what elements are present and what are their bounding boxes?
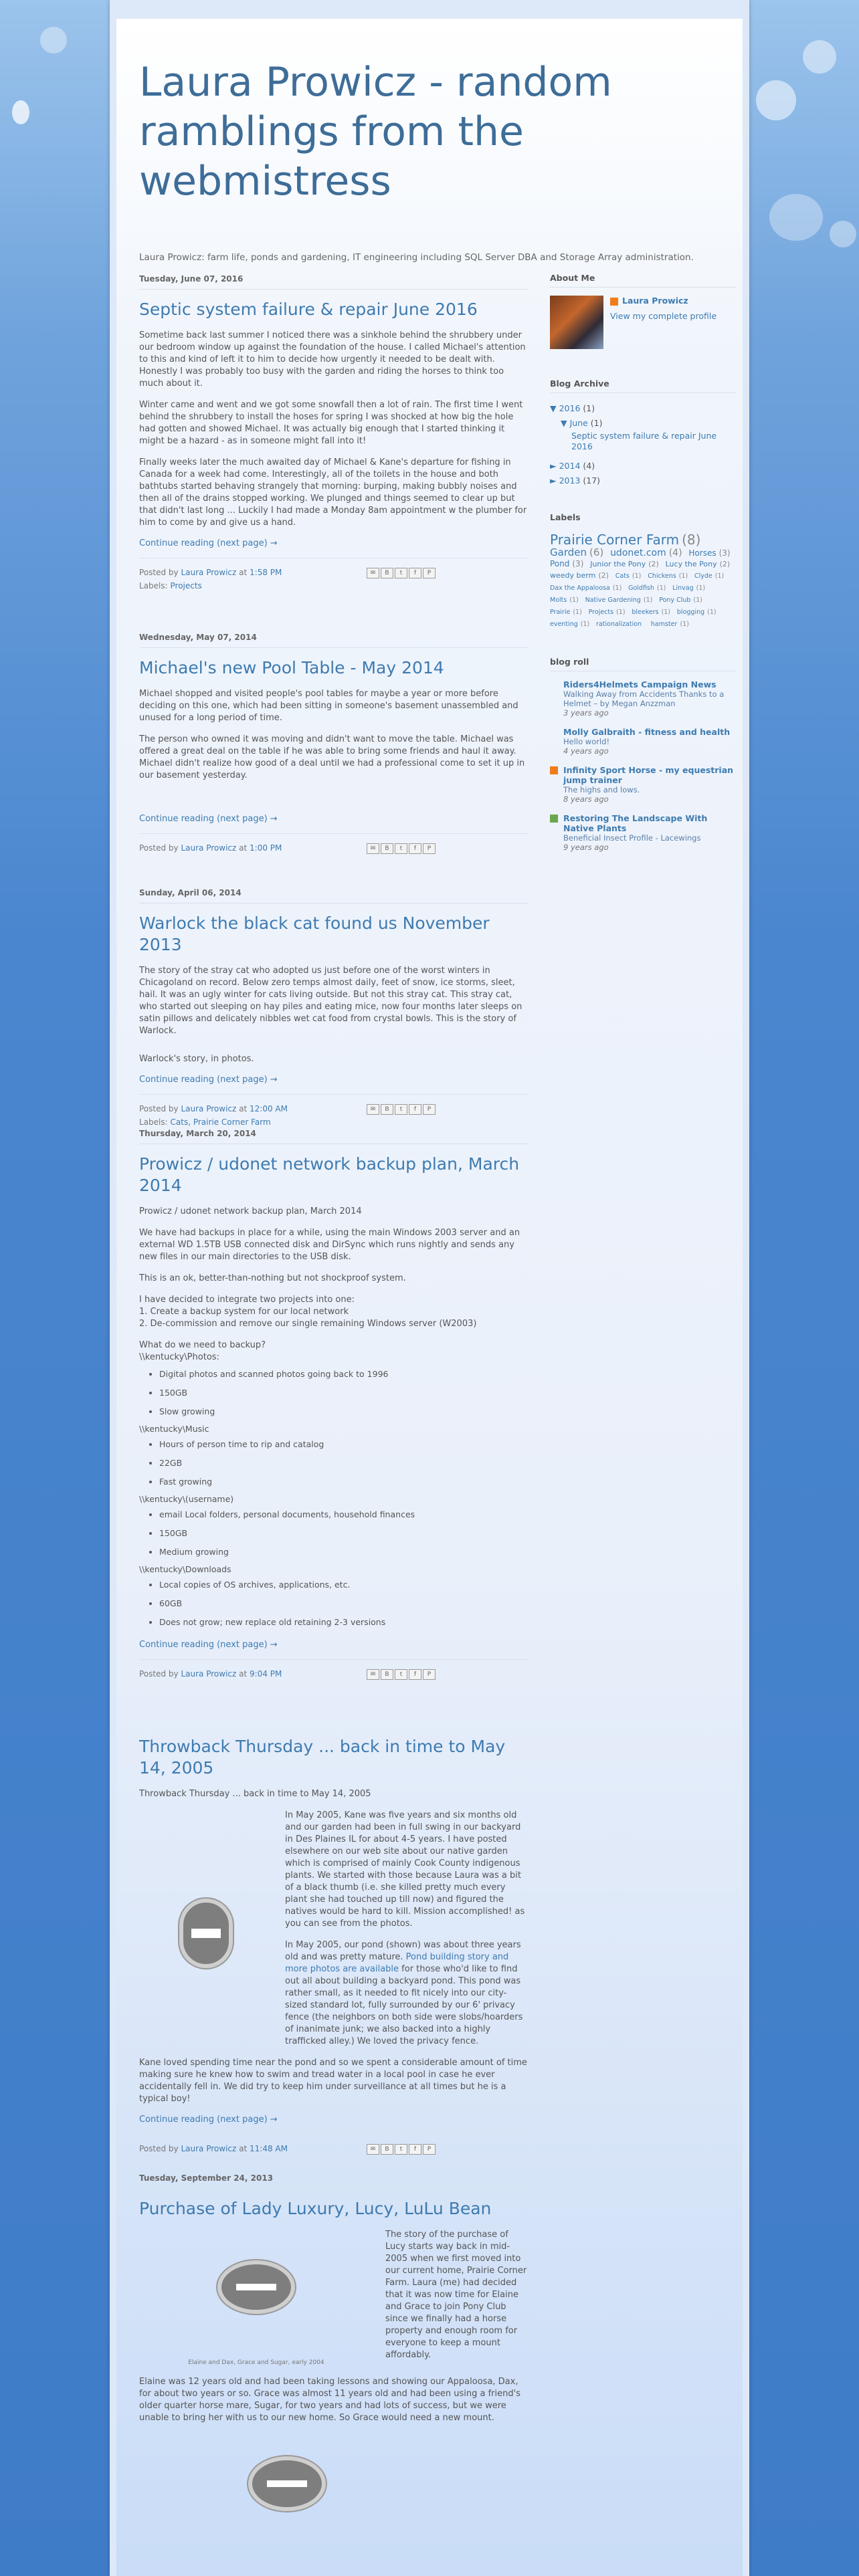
blog-post: [139, 1731, 529, 2153]
post-paragraph: The story of the stray cat who adopted us just before one of the worst winters in Chicagoland on record. Below zero temps almost daily, feet of snow, ice storms, sleet, hail. It was an ugly winter for cats living outside. But not this stray cat. This stray cat, who started out sleeping on hay piles and eating mice, now four months later sleeps on satin pillows and delicately nibbles wet cat food from crystal bowls. This is the story of Warlock.: [139, 966, 522, 1036]
image-caption: Elaine and Dax, Grace and Sugar, early 2004: [188, 2359, 324, 2366]
bg-flower-decoration: [756, 80, 796, 120]
archive-count: (17): [583, 475, 601, 486]
post-title[interactable]: Purchase of Lady Luxury, Lucy, LuLu Bean: [139, 2199, 492, 2218]
list-heading: \\kentucky\Downloads: [139, 1564, 231, 1574]
post-paragraph: Winter came and went and we got some snowfall then a lot of rain. The first time I went behind the shrubbery to install the hoses for spring I was shocked at how big the hole had gotten and showed Michael. It was actually big enough that I started thinking it might be a hazard - as in someone might fall into it!: [139, 400, 523, 446]
label-count: (1): [696, 584, 706, 592]
post-title[interactable]: Septic system failure & repair June 2016: [139, 300, 478, 319]
page-container: [110, 0, 749, 2576]
label-count: (1): [714, 572, 725, 580]
blog-roll-heading: blog roll: [550, 657, 736, 671]
list-item: • 150GB: [159, 1384, 529, 1402]
label-cloud-item[interactable]: Cats: [615, 572, 630, 580]
archive-month-june[interactable]: ▼ June: [561, 418, 588, 428]
post-footer: [139, 558, 529, 591]
label-count: (1): [616, 609, 626, 616]
labels-prefix: Labels:: [139, 581, 168, 591]
email-icon[interactable]: ✉: [367, 843, 379, 854]
share-buttons: [367, 2144, 436, 2155]
posted-by-label: Posted by: [139, 1669, 179, 1679]
label-cloud-item[interactable]: Dax the Appaloosa: [550, 584, 610, 592]
list-heading: \\kentucky\Music: [139, 1424, 209, 1434]
blogroll-age: 9 years ago: [563, 843, 609, 852]
sidebar: [550, 273, 736, 852]
blogroll-post-link[interactable]: Walking Away from Accidents Thanks to a Helmet – by Megan Anzzman: [563, 689, 725, 708]
archive-count: (1): [590, 418, 603, 428]
blogroll-link[interactable]: Restoring The Landscape With Native Plants: [563, 813, 708, 833]
label-count: (1): [632, 572, 642, 580]
share-buttons: [367, 1669, 436, 1680]
blogroll-link[interactable]: Infinity Sport Horse - my equestrian jump trainer: [563, 765, 734, 785]
label-cloud-item[interactable]: Goldfish: [628, 584, 654, 592]
post-subtitle: Throwback Thursday ... back in time to May 14, 2005: [139, 1789, 371, 1799]
label-cloud-item[interactable]: blogging: [676, 609, 705, 616]
post-paragraph: Kane loved spending time near the pond and so we spent a considerable amount of time making sure he knew how to swim and tread water in a local pool in case he ever accidentally fell in. We did try to keep him under surveillance at all times but he is a typical boy!: [139, 2058, 527, 2104]
post-paragraph: We have had backups in place for a while, using the main Windows 2003 server and an external WD 1.5TB USB connected disk and DirSync which runs nightly and sends any new files in our main directories to the USB disk.: [139, 1228, 520, 1262]
label-count: (2): [648, 560, 659, 568]
blogthis-icon[interactable]: B: [381, 843, 393, 854]
content-area: [116, 19, 743, 2576]
pinterest-icon[interactable]: P: [423, 843, 436, 854]
post-footer: [139, 1659, 529, 1679]
post-footer: [139, 1094, 529, 1127]
author-link[interactable]: Laura Prowicz: [181, 843, 237, 853]
label-cloud-item[interactable]: Chickens: [648, 572, 676, 580]
label-count: (1): [680, 621, 689, 628]
label-count: (2): [598, 571, 609, 580]
blogthis-icon[interactable]: B: [381, 2144, 393, 2155]
label-cloud-item[interactable]: Native Gardening: [585, 597, 641, 604]
blog-description: Laura Prowicz: farm life, ponds and gardening, IT engineering including SQL Server DBA and Storage Array administration.: [139, 252, 694, 263]
post-paragraph: What do we need to backup? \\kentucky\Photos:: [139, 1340, 266, 1362]
continue-reading-link[interactable]: Continue reading (next page) →: [139, 2115, 278, 2125]
label-count: (1): [643, 597, 653, 604]
blog-title[interactable]: Laura Prowicz - random ramblings from the webmistress: [139, 59, 612, 205]
broken-image-placeholder: [217, 2260, 295, 2314]
continue-reading-link[interactable]: Continue reading (next page) →: [139, 1075, 278, 1085]
blogthis-icon[interactable]: B: [381, 568, 393, 578]
continue-reading-link[interactable]: Continue reading (next page) →: [139, 814, 278, 824]
post-footer: [139, 2134, 529, 2153]
blog-post: [139, 633, 529, 853]
profile-name-link[interactable]: Laura Prowicz: [622, 296, 688, 306]
bg-flower-decoration: [803, 40, 836, 74]
pinterest-icon[interactable]: P: [423, 2144, 436, 2155]
label-cloud-item[interactable]: Lucy the Pony: [665, 560, 717, 568]
backup-list: [139, 1365, 529, 1421]
posted-by-label: Posted by: [139, 568, 179, 577]
list-item: • Digital photos and scanned photos going back to 1996: [159, 1365, 529, 1384]
post-paragraph: The story of the purchase of Lucy starts way back in mid-2005 when we first moved into our current home, Prairie Corner Farm. Laura (me) had decided that it was now time for Elaine and Grace to join Pony Club since we finally had a horse property and enough room for everyone to keep a mount affordably.: [385, 2230, 527, 2360]
list-item: • 60GB: [159, 1594, 529, 1613]
label-count: (6): [589, 546, 604, 558]
label-count: (2): [719, 560, 731, 568]
pinterest-icon[interactable]: P: [423, 1104, 436, 1115]
profile-link[interactable]: View my complete profile: [610, 311, 717, 321]
list-item: • Hours of person time to rip and catalog: [159, 1435, 529, 1454]
continue-reading-link[interactable]: Continue reading (next page) →: [139, 538, 278, 548]
post-time-link[interactable]: 11:48 AM: [250, 2144, 288, 2153]
labels-heading: Labels: [550, 512, 581, 522]
label-cloud-item[interactable]: Projects: [588, 609, 614, 616]
blog-post: [139, 2173, 529, 2511]
list-item: • Fast growing: [159, 1473, 529, 1491]
label-cloud-item[interactable]: Clyde: [694, 572, 712, 580]
labels-prefix: Labels:: [139, 1117, 168, 1127]
label-cloud-item[interactable]: Pony Club: [659, 597, 691, 604]
author-link[interactable]: Laura Prowicz: [181, 1669, 237, 1679]
twitter-icon[interactable]: t: [395, 568, 407, 578]
at-label: at: [239, 843, 248, 853]
posted-by-label: Posted by: [139, 1104, 179, 1113]
blogger-icon: [550, 766, 558, 774]
post-title[interactable]: Prowicz / udonet network backup plan, March 2014: [139, 1154, 520, 1195]
label-count: (1): [693, 597, 702, 604]
blogthis-icon[interactable]: B: [381, 1669, 393, 1680]
post-paragraph: Warlock's story, in photos.: [139, 1054, 254, 1064]
pond-story-link[interactable]: Pond building story and more photos are available: [285, 1952, 509, 1974]
share-buttons: [367, 568, 436, 578]
list-item: • email Local folders, personal documents, household finances: [159, 1505, 529, 1524]
post-paragraph: In May 2005, our pond (shown) was about three years old and was pretty mature. Pond building story and more photos are available for those who'd like to find out all about building a backyard pond. This pond was rather small, as it needed to fit nicely into our city-sized standard lot, fully surrounded by our 6' privacy fence (the neighbors on both side were slobs/hoarders of inanimate junk; we also backed into a highly trafficked alley.) We loved the privacy fence.: [285, 1940, 523, 2046]
email-icon[interactable]: ✉: [367, 1669, 379, 1680]
twitter-icon[interactable]: t: [395, 1669, 407, 1680]
bg-flower-decoration: [40, 27, 67, 53]
blogroll-link[interactable]: Riders4Helmets Campaign News: [563, 679, 717, 689]
label-cloud-item[interactable]: udonet.com: [610, 548, 666, 558]
archive-post-link[interactable]: Septic system failure & repair June 2016: [571, 431, 717, 451]
blog-post: [139, 1129, 529, 1679]
post-footer: [139, 833, 529, 853]
post-time-link[interactable]: 1:00 PM: [250, 843, 282, 853]
list-item: • Slow growing: [159, 1402, 529, 1421]
blogroll-post-link[interactable]: The highs and lows.: [563, 785, 640, 794]
post-subtitle: Prowicz / udonet network backup plan, March 2014: [139, 1206, 362, 1216]
blogroll-post-link[interactable]: Hello world!: [563, 737, 610, 746]
post-time-link[interactable]: 9:04 PM: [250, 1669, 282, 1679]
blog-post: [139, 274, 529, 591]
about-me-heading: About Me: [550, 273, 736, 288]
post-paragraph: Michael shopped and visited people's pool tables for maybe a year or more before deciding on this one, which had been sitting in someone's basement unassembled and unused for a long period of time.: [139, 689, 518, 723]
label-cloud-item[interactable]: bleekers: [632, 609, 659, 616]
label-cloud-item[interactable]: Molts: [550, 597, 567, 604]
blogroll-post-link[interactable]: Beneficial Insect Profile - Lacewings: [563, 833, 701, 843]
post-time-link[interactable]: 1:58 PM: [250, 568, 282, 577]
post-title[interactable]: Warlock the black cat found us November 2013: [139, 914, 490, 954]
label-link[interactable]: Projects: [170, 581, 202, 591]
post-date: Tuesday, June 07, 2016: [139, 274, 529, 290]
post-paragraph: Sometime back last summer I noticed there was a sinkhole behind the shrubbery under our bedroom window up against the foundation of the house. I called Michael's attention to this and kind of left it to him to decide how urgently it needed to be dealt with. Honestly I was probably too busy with the garden and riding the horses to think too much about it.: [139, 330, 526, 389]
label-link[interactable]: Cats, Prairie Corner Farm: [170, 1117, 271, 1127]
list-item: • Medium growing: [159, 1543, 529, 1562]
post-paragraph: The person who owned it was moving and didn't want to move the table. Michael was offered a great deal on the table if he was able to bring some friends and haul it away. Michael didn't realize how good of a deal until we had a professional come to set it up in our basement yesterday.: [139, 734, 525, 780]
label-count: (1): [612, 584, 622, 592]
blog-archive-heading: Blog Archive: [550, 379, 736, 393]
continue-reading-link[interactable]: Continue reading (next page) →: [139, 1640, 278, 1650]
backup-list: [139, 1435, 529, 1491]
label-count: (1): [580, 621, 590, 628]
label-cloud-item[interactable]: Prairie Corner Farm: [550, 532, 680, 548]
post-date: Thursday, March 20, 2014: [139, 1129, 529, 1144]
blogroll-age: 3 years ago: [563, 708, 609, 718]
label-cloud-item[interactable]: weedy berm: [550, 571, 596, 580]
post-title[interactable]: Throwback Thursday ... back in time to May 14, 2005: [139, 1737, 506, 1778]
post-date: Wednesday, May 07, 2014: [139, 633, 529, 648]
archive-year-2013[interactable]: ► 2013: [550, 475, 581, 486]
label-count: (1): [678, 572, 688, 580]
label-count: (8): [682, 532, 701, 548]
label-cloud: [550, 534, 736, 630]
blog-post: [139, 888, 529, 1127]
archive-year-2014[interactable]: ► 2014: [550, 461, 581, 471]
blogroll-age: 4 years ago: [563, 746, 609, 756]
twitter-icon[interactable]: t: [395, 2144, 407, 2155]
list-item: • 22GB: [159, 1454, 529, 1473]
blogroll-age: 8 years ago: [563, 794, 609, 804]
post-date: Tuesday, September 24, 2013: [139, 2173, 529, 2189]
post-paragraph: Elaine was 12 years old and had been taking lessons and showing our Appaloosa, Dax, for about two years or so. Grace was almost 11 years old and had been using a friend's older quarter horse mare, Sugar, for two years and had lots of success, but we were unable to bring her with us to our new home. So Grace would need a new mount.: [139, 2377, 520, 2423]
label-cloud-item[interactable]: Pond: [550, 559, 570, 568]
at-label: at: [239, 568, 248, 577]
label-count: (3): [572, 559, 584, 568]
author-link[interactable]: Laura Prowicz: [181, 2144, 237, 2153]
at-label: at: [239, 1104, 248, 1113]
label-count: (1): [661, 609, 671, 616]
label-cloud-item[interactable]: Junior the Pony: [590, 560, 646, 568]
twitter-icon[interactable]: t: [395, 843, 407, 854]
broken-image-placeholder: [248, 2456, 326, 2511]
backup-list: [139, 1505, 529, 1562]
label-cloud-item[interactable]: Horses: [688, 548, 717, 558]
list-item: • Does not grow; new replace old retaining 2-3 versions: [159, 1613, 529, 1632]
label-cloud-item[interactable]: hamster: [650, 621, 678, 628]
archive-count: (4): [583, 461, 595, 471]
bg-flower-decoration: [769, 194, 823, 241]
list-item: • 150GB: [159, 1524, 529, 1543]
label-count: (1): [656, 584, 666, 592]
facebook-icon[interactable]: f: [409, 2144, 421, 2155]
post-paragraph: I have decided to integrate two projects into one: 1. Create a backup system for our local network 2. De-commission and remove our single remaining Windows server (W2003): [139, 1295, 477, 1329]
email-icon[interactable]: ✉: [367, 2144, 379, 2155]
blogroll-link[interactable]: Molly Galbraith - fitness and health: [563, 727, 731, 737]
facebook-icon[interactable]: f: [409, 843, 421, 854]
share-buttons: [367, 1104, 436, 1115]
blogthis-icon[interactable]: B: [381, 1104, 393, 1115]
post-paragraph: This is an ok, better-than-nothing but not shockproof system.: [139, 1273, 406, 1283]
avatar[interactable]: [550, 296, 603, 349]
post-title[interactable]: Michael's new Pool Table - May 2014: [139, 658, 444, 677]
label-cloud-item[interactable]: rationalization: [596, 621, 642, 628]
archive-year-2016[interactable]: ▼ 2016: [550, 403, 581, 413]
author-link[interactable]: Laura Prowicz: [181, 1104, 237, 1113]
at-label: at: [239, 2144, 248, 2153]
at-label: at: [239, 1669, 248, 1679]
posted-by-label: Posted by: [139, 2144, 179, 2153]
pinterest-icon[interactable]: P: [423, 568, 436, 578]
label-cloud-item[interactable]: eventing: [550, 621, 578, 628]
share-buttons: [367, 843, 436, 854]
label-cloud-item[interactable]: Prairie: [550, 609, 571, 616]
label-cloud-item[interactable]: Garden: [550, 546, 587, 558]
email-icon[interactable]: ✉: [367, 568, 379, 578]
label-cloud-item[interactable]: Linvag: [672, 584, 694, 592]
backup-list: [139, 1576, 529, 1632]
facebook-icon[interactable]: f: [409, 1104, 421, 1115]
author-link[interactable]: Laura Prowicz: [181, 568, 237, 577]
list-item: • Local copies of OS archives, applications, etc.: [159, 1576, 529, 1594]
posted-by-label: Posted by: [139, 843, 179, 853]
post-paragraph: In May 2005, Kane was five years and six months old and our garden had been in full swing in our backyard in Des Plaines IL for about 4-5 years. I have posted elsewhere on our web site about our native garden which is comprised of mainly Cook County indigenous plants. We started with those because Laura was a bit of a black thumb (i.e. she killed pretty much every plant she had touched up till now) and figured the natives would be hard to kill. Mission accomplished! as you can see from the photos.: [285, 1810, 525, 1929]
archive-count: (1): [583, 403, 595, 413]
post-date: Sunday, April 06, 2014: [139, 888, 529, 903]
bg-flower-decoration: [12, 100, 29, 124]
facebook-icon[interactable]: f: [409, 568, 421, 578]
pinterest-icon[interactable]: P: [423, 1669, 436, 1680]
blogger-icon: [610, 298, 618, 306]
post-time-link[interactable]: 12:00 AM: [250, 1104, 288, 1113]
post-paragraph: Finally weeks later the much awaited day of Michael & Kane's departure for fishing in Canada for a week had come. Interestingly, all of the toilets in the house and both bathtubs started behaving strangely that morning: burping, making bubbly noises and then all of the drains stopped working. We plunged and things seemed to clear up but that didn't last long ... Luckily I had made a Monday 8am appointment w the plumber for him to come by and give us a hand.: [139, 457, 527, 528]
list-heading: \\kentucky\(username): [139, 1494, 234, 1504]
facebook-icon[interactable]: f: [409, 1669, 421, 1680]
label-count: (1): [569, 597, 579, 604]
label-count: (3): [719, 548, 731, 558]
twitter-icon[interactable]: t: [395, 1104, 407, 1115]
email-icon[interactable]: ✉: [367, 1104, 379, 1115]
bg-flower-decoration: [830, 221, 856, 247]
broken-image-placeholder: [179, 1899, 233, 1968]
label-count: (1): [573, 609, 582, 616]
label-count: (1): [707, 609, 717, 616]
blog-icon: [550, 815, 558, 823]
label-count: (4): [668, 548, 682, 558]
